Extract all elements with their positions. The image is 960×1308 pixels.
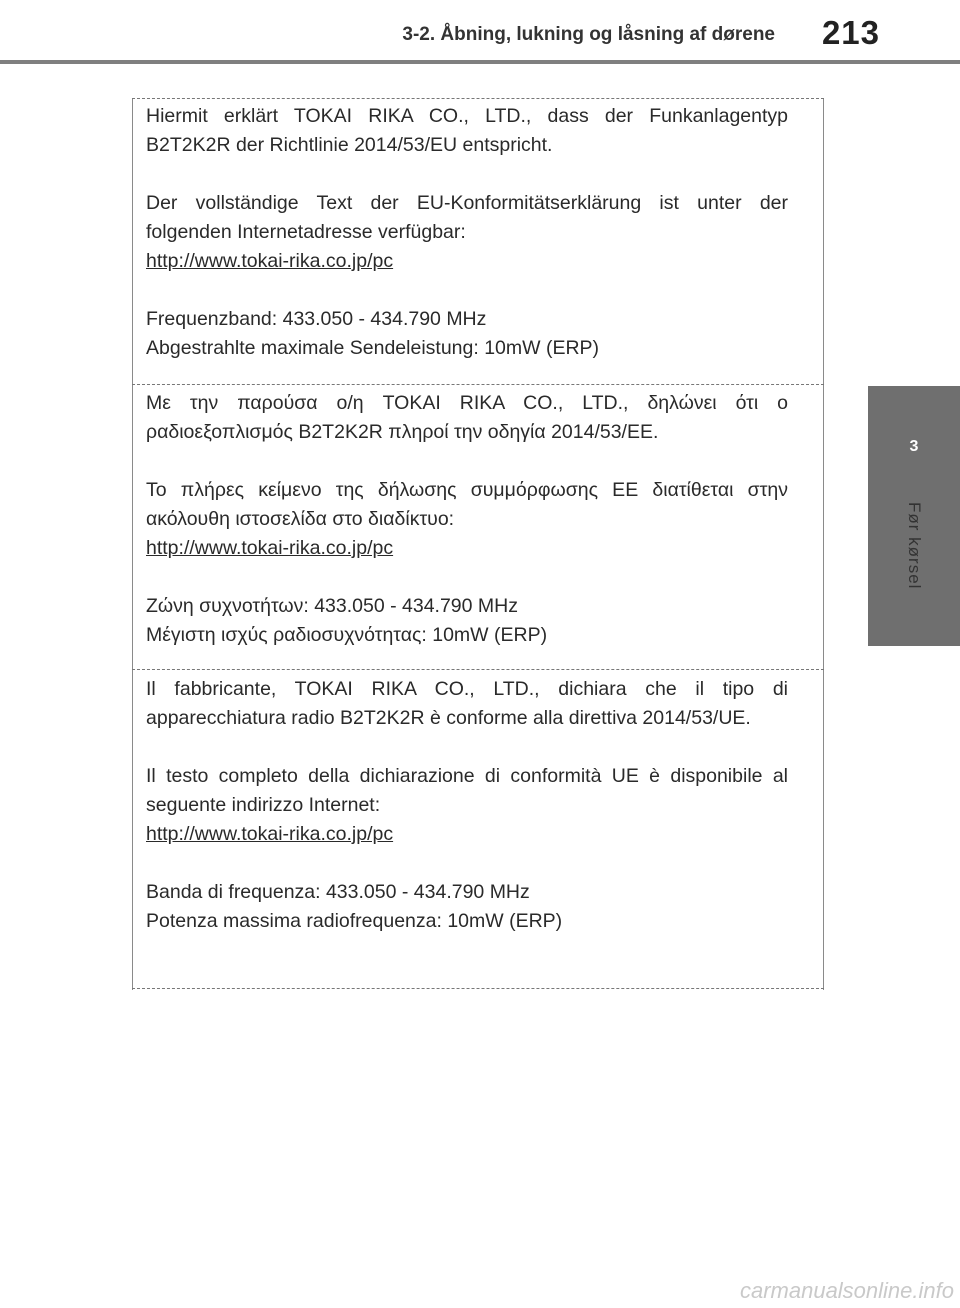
- divider-bottom: [132, 988, 824, 989]
- page-number: 213: [821, 14, 880, 51]
- info-text: Der vollständige Text der EU-Konformitätserklärung ist unter der folgenden Internetadresse verfügbar:: [146, 192, 788, 243]
- header-rule: [0, 60, 960, 64]
- declaration-italian: [146, 675, 788, 936]
- divider-2: [132, 669, 824, 670]
- website-link[interactable]: http://www.tokai-rika.co.jp/pc: [146, 823, 394, 845]
- declaration-german: [146, 102, 788, 363]
- divider-1: [132, 384, 824, 385]
- declaration-text: Il fabbricante, TOKAI RIKA CO., LTD., dichiara che il tipo di apparecchiatura radio B2T2K2R è conforme alla direttiva 2014/53/UE.: [146, 678, 788, 729]
- page-header: [0, 0, 960, 64]
- website-link[interactable]: http://www.tokai-rika.co.jp/pc: [146, 537, 394, 559]
- watermark: carmanualsonline.info: [739, 1278, 954, 1303]
- max-power: Abgestrahlte maximale Sendeleistung: 10mW (ERP): [146, 337, 600, 359]
- info-text: Το πλήρες κείμενο της δήλωσης συμμόρφωσης ΕΕ διατίθεται στην ακόλουθη ιστοσελίδα στο διαδίκτυο:: [146, 479, 788, 530]
- chapter-number: 3: [909, 438, 919, 455]
- declaration-text: Με την παρούσα ο/η TOKAI RIKA CO., LTD., δηλώνει ότι ο ραδιοεξοπλισμός B2T2K2R πληροί την οδηγία 2014/53/ΕΕ.: [146, 392, 788, 443]
- frequency-band: Frequenzband: 433.050 - 434.790 MHz: [146, 308, 487, 330]
- section-title: 3-2. Åbning, lukning og låsning af dørene: [402, 24, 775, 45]
- frequency-band: Ζώνη συχνοτήτων: 433.050 - 434.790 MHz: [146, 595, 518, 617]
- divider-top: [132, 98, 824, 99]
- declaration-greek: [146, 389, 788, 650]
- declaration-text: Hiermit erklärt TOKAI RIKA CO., LTD., dass der Funkanlagentyp B2T2K2R der Richtlinie 2014/53/EU entspricht.: [146, 105, 788, 156]
- website-link[interactable]: http://www.tokai-rika.co.jp/pc: [146, 250, 394, 272]
- frequency-band: Banda di frequenza: 433.050 - 434.790 MHz: [146, 881, 530, 903]
- info-text: Il testo completo della dichiarazione di conformità UE è disponibile al seguente indirizzo Internet:: [146, 765, 788, 816]
- max-power: Potenza massima radiofrequenza: 10mW (ERP): [146, 910, 563, 932]
- max-power: Μέγιστη ισχύς ραδιοσυχνότητας: 10mW (ERP): [146, 624, 548, 646]
- chapter-label: Før kørsel: [905, 502, 924, 590]
